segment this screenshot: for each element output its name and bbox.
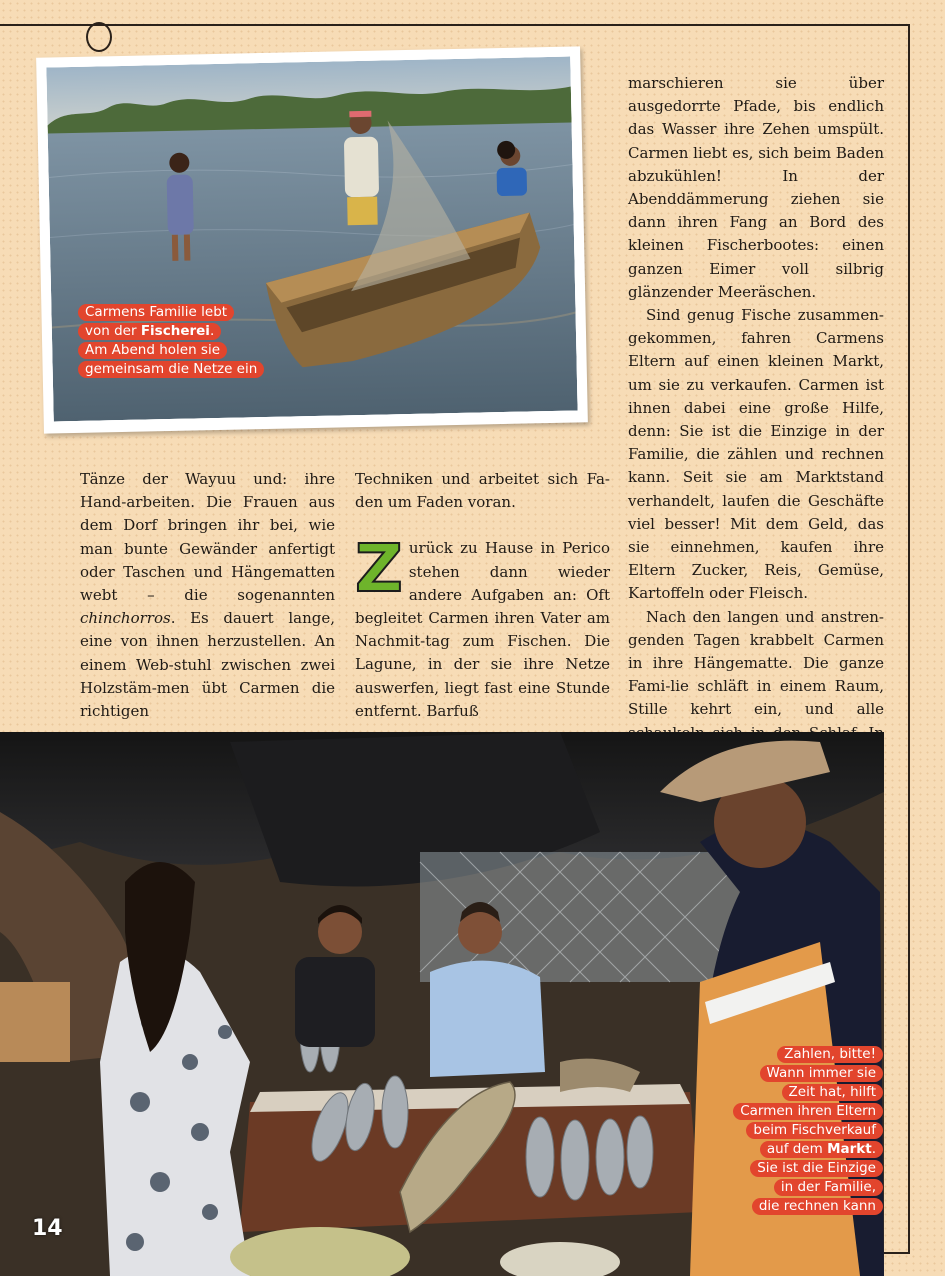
paragraph: marschieren sie über ausgedorrte Pfade, bis endlich das Wasser ihre Zehen umspült. Carmen liebt es, sich beim Baden abzukühlen! In der Abenddämmerung ziehen sie dann ihren Fang an Bord des kleinen Fischerbootes: einen ganzen Eimer voll silbrig glänzender Meeräschen. [628,74,884,301]
emphasis-text: chinchorros [80,609,171,628]
caption-line: Carmens Familie lebt [78,304,234,321]
caption-line [78,323,221,340]
caption-text: . [871,1141,876,1157]
caption-text: auf dem [766,1141,823,1157]
caption-line: Carmen ihren Eltern [733,1103,883,1120]
paragraph [355,530,610,723]
caption-line: die rechnen kann [752,1198,883,1215]
paragraph-text: Tänze der Wayuu und: ihre Hand-arbeiten. Die Frauen aus dem Dorf bringen ihr bei, wie man bunte Gewänder anfertigt oder Taschen und Hängematten webt – die sogenannten [80,470,335,605]
caption-line: Sie ist die Einzige [750,1160,883,1177]
paragraph-text: . Es dauert lange, eine von ihnen herzustellen. An einem Web-stuhl zwischen zwei Holzstäm-men übt Carmen die richtigen [80,609,335,721]
top-photo-caption [78,304,264,380]
caption-line: in der Familie, [774,1179,883,1196]
caption-line: Zahlen, bitte! [777,1046,883,1063]
caption-line: beim Fischverkauf [746,1122,883,1139]
text-column-middle [355,468,610,723]
paragraph-text: urück zu Hause in Perico stehen dann wieder andere Aufgaben an: Oft begleitet Carmen ihren Vater am Nachmit-tag zum Fischen. Die Lagune, in der sie ihre Netze auswerfen, liegt fast eine Stunde entfernt. Barfuß [355,539,610,720]
paragraph: Sind genug Fische zusammen-gekommen, fahren Carmens Eltern auf einen kleinen Markt, um sie zu verkaufen. Carmen ist ihnen dabei eine große Hilfe, denn: Sie ist die Einzige in der Familie, die zählen und rechnen kann. Seit sie am Marktstand verhandelt, laufen die Geschäfte viel besser! Mit dem Geld, das sie einnehmen, kaufen ihre Eltern Zucker, Reis, Gemüse, Kartoffeln oder Fleisch. [628,306,884,603]
text-column-left [80,468,335,723]
caption-text: . [209,323,215,339]
drop-cap: Z [355,530,403,608]
caption-bold-text: Markt [827,1141,872,1157]
text-column-right [628,72,884,791]
page-number: 14 [32,1216,63,1241]
paragraph: Techniken und arbeitet sich Fa-den um Faden voran. [355,470,610,512]
bottom-photo-caption [733,1046,883,1217]
paragraph [80,468,335,723]
caption-line [760,1141,883,1158]
caption-bold-text: Fischerei [140,323,210,339]
caption-text: von der [85,323,137,339]
caption-line: Wann immer sie [760,1065,883,1082]
paragraph-text: Nach den langen und anstren-genden Tagen krabbelt Carmen in ihre Hängematte. Die ganze Fami-lie schläft in einem Raum, Stille kehrt ein, und alle [628,607,884,719]
caption-line: Am Abend holen sie [78,342,227,359]
caption-line: Zeit hat, hilft [782,1084,883,1101]
caption-line: gemeinsam die Netze ein [78,361,264,378]
frame-loop-ornament [86,22,112,52]
